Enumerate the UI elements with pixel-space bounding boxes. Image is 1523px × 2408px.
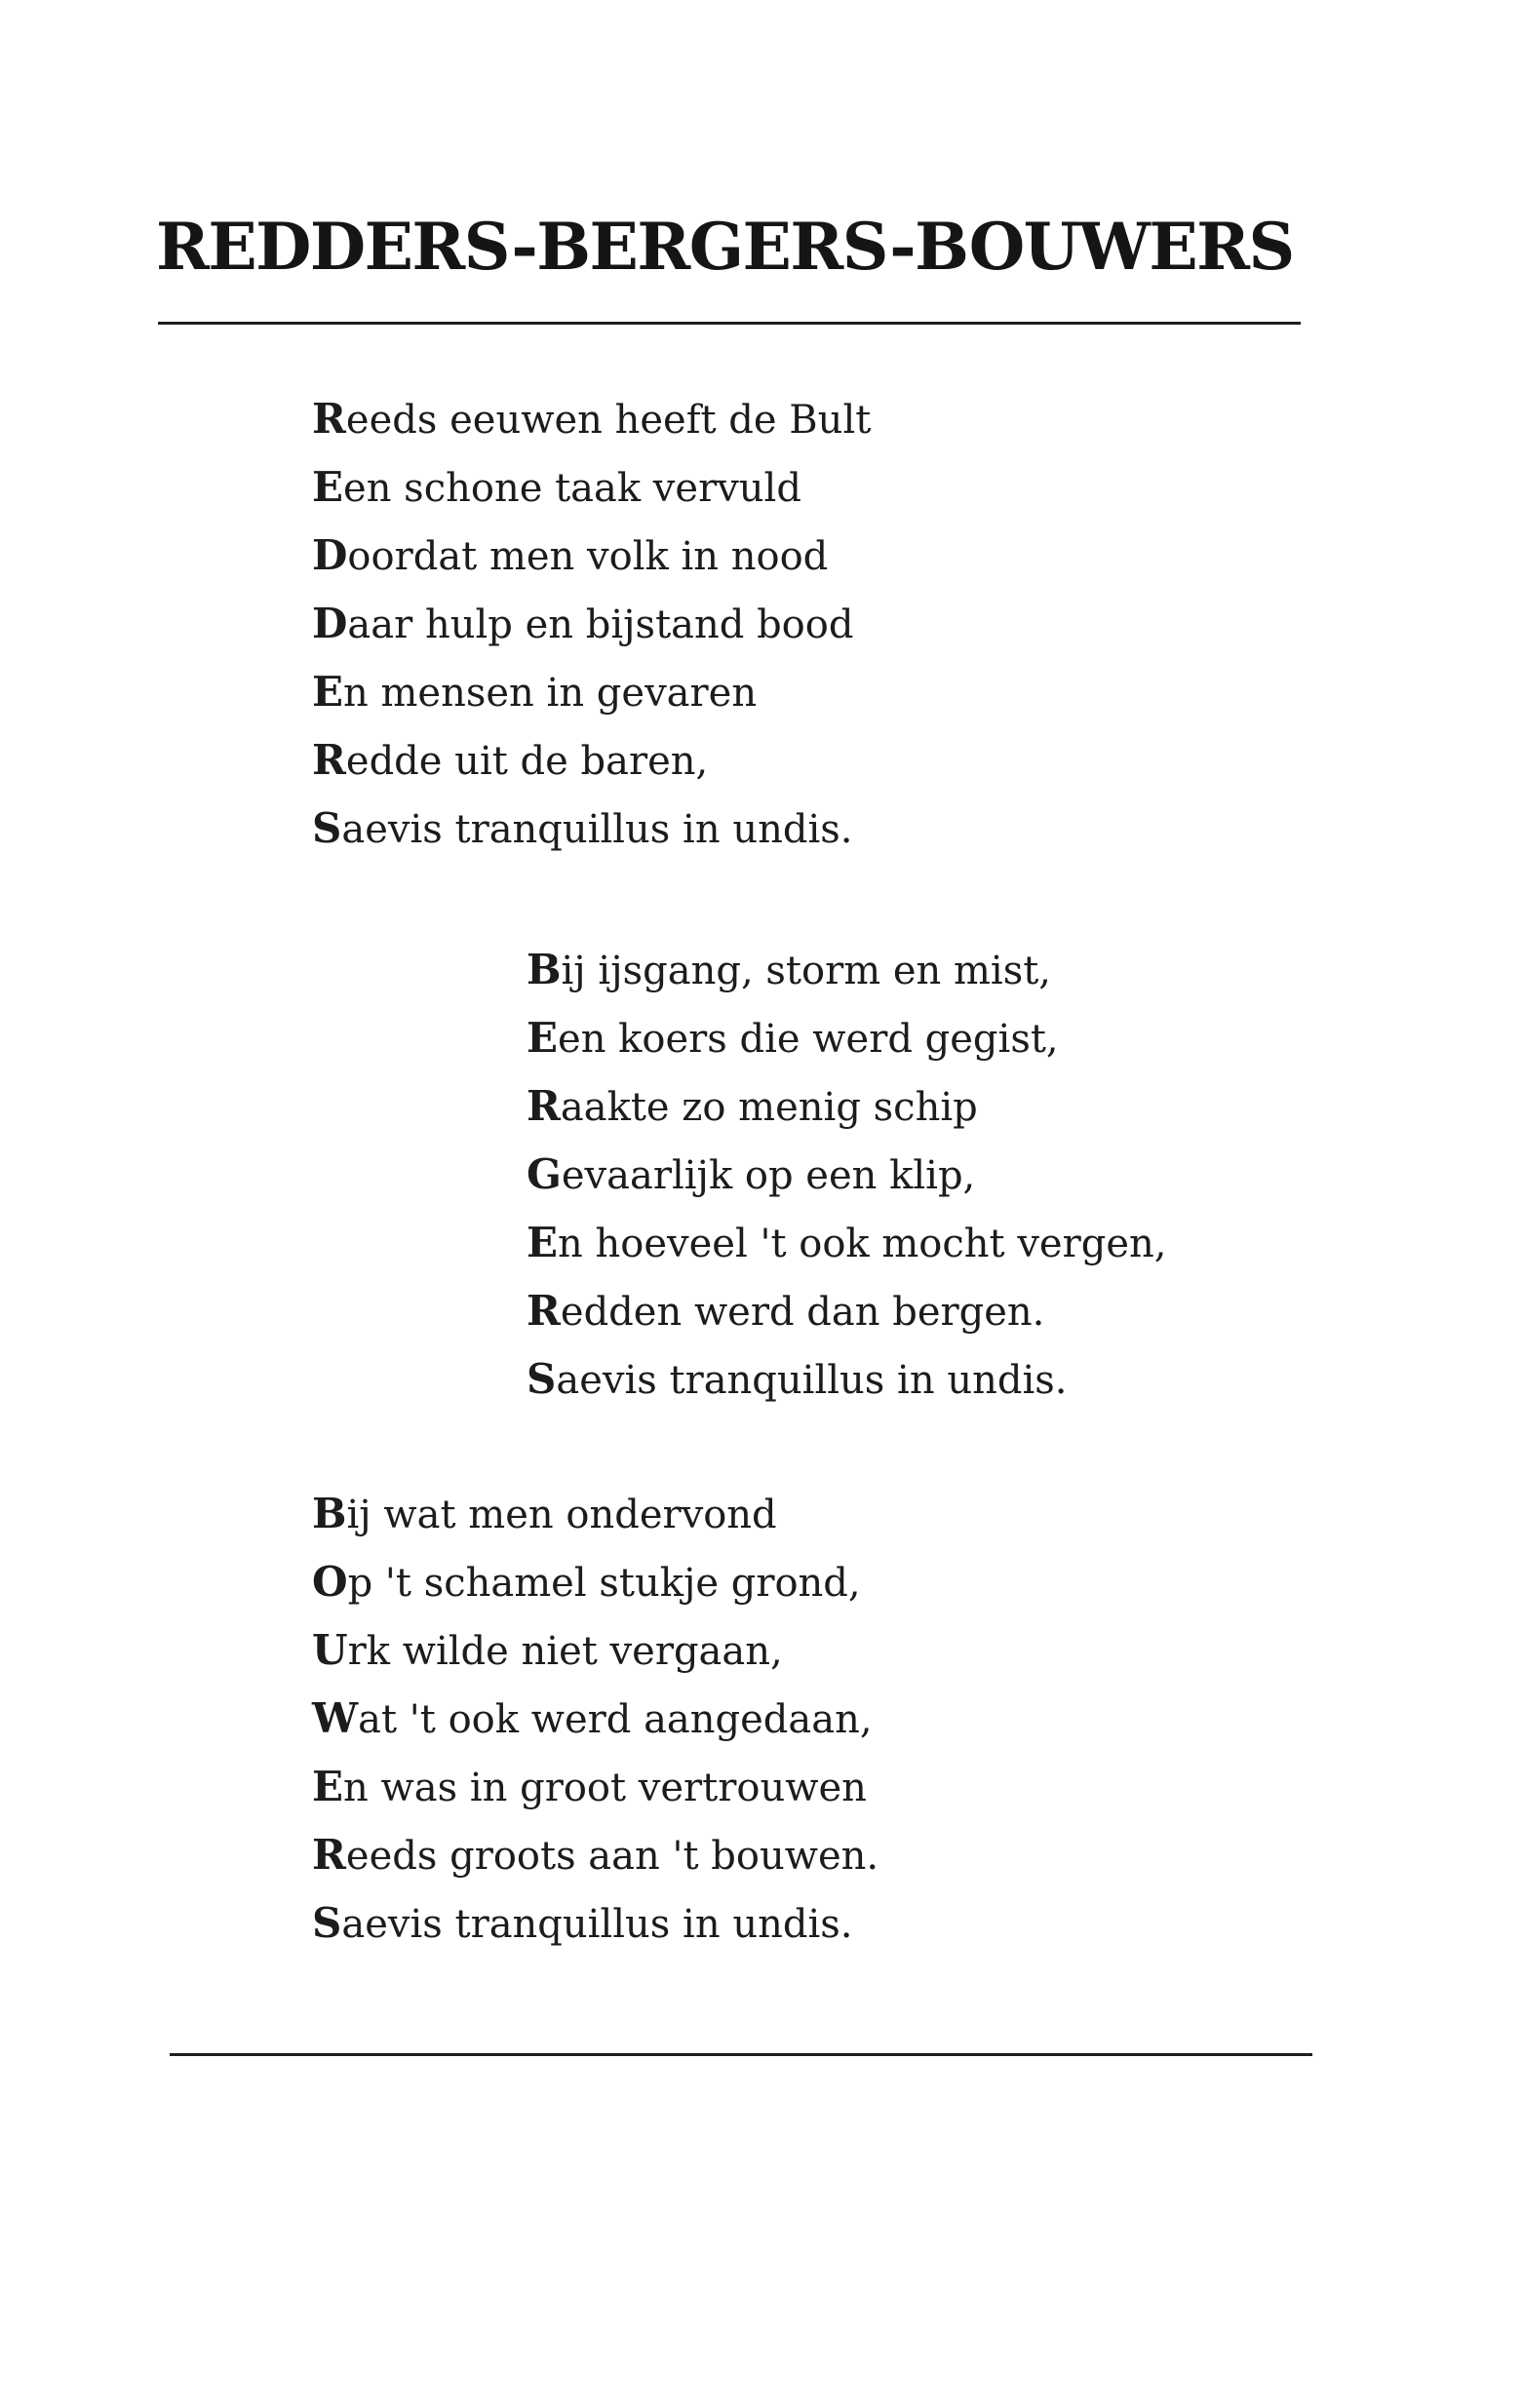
line-text: ij ijsgang, storm en mist,	[561, 949, 1052, 993]
line-text: en koers die werd gegist,	[558, 1017, 1059, 1062]
line-text: n mensen in gevaren	[343, 671, 758, 716]
line-text: aakte zo menig schip	[560, 1085, 978, 1130]
acrostic-initial: D	[312, 531, 348, 579]
acrostic-initial: B	[527, 946, 562, 993]
acrostic-initial: E	[527, 1014, 559, 1062]
poem-line	[527, 1209, 1166, 1277]
acrostic-initial: E	[312, 1763, 344, 1810]
acrostic-initial: D	[312, 600, 348, 647]
poem-line	[527, 936, 1166, 1004]
line-text: p 't schamel stukje grond,	[347, 1561, 861, 1606]
line-text: edde uit de baren,	[345, 739, 709, 784]
acrostic-initial: B	[312, 1490, 347, 1537]
acrostic-initial: R	[312, 395, 346, 443]
line-text: eeds groots aan 't bouwen.	[345, 1834, 879, 1879]
poem-line	[312, 590, 871, 658]
poem-line	[527, 1004, 1166, 1072]
poem-line	[527, 1277, 1166, 1345]
line-text: edden werd dan bergen.	[560, 1290, 1045, 1335]
stanza-3	[312, 1480, 879, 1958]
line-text: evaarlijk op een klip,	[561, 1153, 976, 1198]
poem-line	[312, 726, 871, 795]
acrostic-initial: W	[312, 1694, 359, 1742]
poem-line	[312, 1480, 879, 1548]
bottom-divider	[170, 2053, 1312, 2056]
poem-line	[527, 1345, 1166, 1414]
page-title: REDDERS-BERGERS-BOUWERS	[156, 209, 1294, 285]
acrostic-initial: S	[527, 1355, 557, 1403]
poem-line	[527, 1072, 1166, 1141]
acrostic-initial: E	[527, 1219, 559, 1266]
line-text: at 't ook werd aangedaan,	[358, 1697, 873, 1742]
line-text: ij wat men ondervond	[346, 1493, 777, 1537]
line-text: en schone taak vervuld	[343, 466, 801, 511]
poem-line	[312, 385, 871, 453]
poem-line	[312, 1616, 879, 1685]
stanza-2	[527, 936, 1166, 1414]
poem-line	[312, 1889, 879, 1958]
acrostic-initial: O	[312, 1558, 348, 1606]
line-text: oordat men volk in nood	[347, 534, 829, 579]
acrostic-initial: R	[527, 1287, 561, 1335]
line-text: rk wilde niet vergaan,	[347, 1629, 783, 1674]
top-divider	[158, 322, 1301, 325]
acrostic-initial: E	[312, 463, 344, 511]
poem-line	[312, 1753, 879, 1821]
stanza-1	[312, 385, 871, 863]
acrostic-initial: E	[312, 668, 344, 716]
line-text: aar hulp en bijstand bood	[347, 602, 854, 647]
acrostic-initial: U	[312, 1626, 348, 1674]
poem-line	[312, 453, 871, 522]
line-text: eeds eeuwen heeft de Bult	[345, 398, 872, 443]
acrostic-initial: S	[312, 804, 342, 852]
line-text: aevis tranquillus in undis.	[341, 1902, 853, 1947]
acrostic-initial: R	[312, 1831, 346, 1879]
poem-line	[312, 1548, 879, 1616]
poem-line	[312, 1685, 879, 1753]
line-text: n was in groot vertrouwen	[343, 1766, 867, 1810]
line-text: n hoeveel 't ook mocht vergen,	[558, 1222, 1167, 1266]
poem-line	[312, 1821, 879, 1889]
poem-line	[312, 658, 871, 726]
poem-line	[527, 1141, 1166, 1209]
acrostic-initial: R	[312, 736, 346, 784]
poem-line	[312, 795, 871, 863]
acrostic-initial: G	[527, 1150, 562, 1198]
line-text: aevis tranquillus in undis.	[556, 1358, 1068, 1403]
poem-line	[312, 522, 871, 590]
line-text: aevis tranquillus in undis.	[341, 807, 853, 852]
acrostic-initial: R	[527, 1082, 561, 1130]
acrostic-initial: S	[312, 1899, 342, 1947]
